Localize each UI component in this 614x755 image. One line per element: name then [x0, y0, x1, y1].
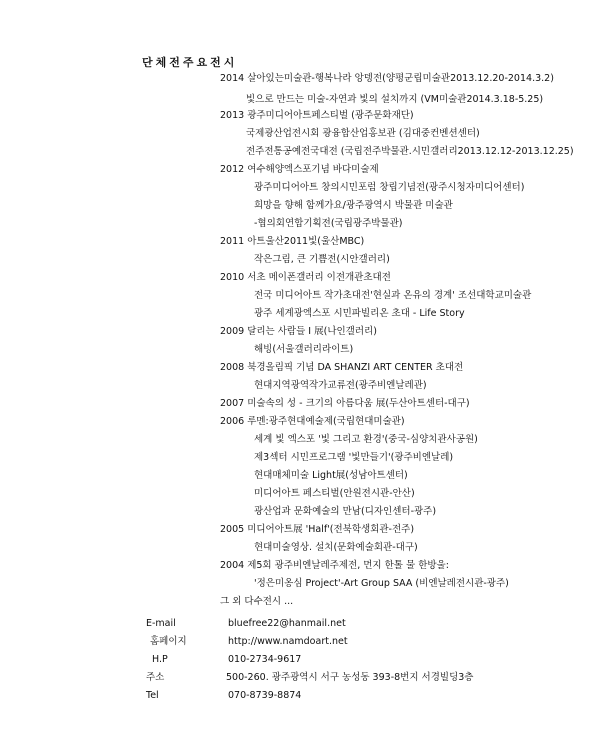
exhibition-entry: 현대미술영상. 설치(문화예술회관-대구) — [254, 542, 418, 553]
tel-value: 070-8739-8874 — [228, 690, 302, 701]
exhibition-entry: 현대지역광역작가교류전(광주비엔날레관) — [254, 380, 427, 391]
homepage-link[interactable]: http://www.namdoart.net — [228, 636, 348, 647]
exhibition-entry: 2014 살아있는미술관-행복나라 앙뎅전(양평군립미술관2013.12.20-2014.3.2) — [220, 73, 554, 84]
exhibition-entry: 현대매체미술 Light展(성남아트센터) — [254, 470, 408, 481]
email-label: E-mail — [146, 618, 176, 629]
exhibition-entry: 전주전통공예전국대전 (국립전주박물관.시민갤러리2013.12.12-2013.12.25) — [246, 146, 574, 157]
exhibition-entry: -협의회연합기획전(국립광주박물관) — [254, 218, 403, 229]
exhibition-entry: 2009 달리는 사람들 I 展(나인갤러리) — [220, 326, 377, 337]
exhibition-entry: 희망을 향해 함께가요/광주광역시 박물관 미술관 — [254, 200, 453, 211]
exhibition-entry: 그 외 다수전시 ... — [220, 596, 294, 607]
homepage-label: 홈페이지 — [150, 636, 187, 647]
exhibition-entry: 2008 북경올림픽 기념 DA SHANZI ART CENTER 초대전 — [220, 362, 464, 373]
exhibition-entry: 광주미디어아트 창의시민포럼 창립기념전(광주시청자미디어센터) — [254, 182, 525, 193]
exhibition-entry: 국제광산업전시회 광융합산업홍보관 (김대중컨벤션센터) — [246, 128, 480, 139]
exhibition-entry: 2012 여수해양엑스포기념 바다미술제 — [220, 164, 379, 175]
tel-label: Tel — [146, 690, 159, 701]
email-link[interactable]: bluefree22@hanmail.net — [228, 618, 346, 629]
exhibition-entry: 미디어아트 페스티벌(안원전시관-안산) — [254, 488, 415, 499]
exhibition-entry: 빛으로 만드는 미술-자연과 빛의 설치까지 (VM미술관2014.3.18-5.25) — [246, 94, 544, 105]
exhibition-entry: 2004 제5회 광주비엔날레주제전, 먼지 한톨 물 한방울: — [220, 560, 449, 571]
exhibition-entry: 2010 서초 메이폰갤러리 이전개관초대전 — [220, 272, 391, 283]
hp-value: 010-2734-9617 — [228, 654, 302, 665]
exhibition-entry: 2011 아트울산2011빛(울산MBC) — [220, 236, 365, 247]
exhibition-entry: 해빙(서울갤러리라이트) — [254, 344, 354, 355]
exhibition-entry: 광주 세계광엑스포 시민파빌리온 초대 - Life Story — [254, 308, 465, 319]
exhibition-entry: 작은그림, 큰 기쁨전(시안갤러리) — [254, 254, 390, 265]
exhibition-entry: 제3섹터 시민프로그램 '빛만들기'(광주비엔날레) — [254, 452, 454, 463]
exhibition-entry: 광산업과 문화예술의 만남(디자인센터-광주) — [254, 506, 437, 517]
exhibition-entry: 2013 광주미디어아트페스티벌 (광주문화재단) — [220, 110, 414, 121]
section-title: 단체전주요전시 — [142, 56, 238, 69]
exhibition-entry: 세계 빛 엑스포 '빛 그리고 환경'(중국-심양치관사공원) — [254, 434, 478, 445]
exhibition-entry: '정은미옹심 Project'-Art Group SAA (비엔날레전시관-광주) — [254, 578, 509, 589]
address-value: 500-260. 광주광역시 서구 농성동 393-8번지 서경빌딩3층 — [226, 672, 474, 683]
exhibition-entry: 2005 미디어아트展 'Half'(전북학생회관-전주) — [220, 524, 415, 535]
address-label: 주소 — [146, 672, 165, 683]
exhibition-entry: 2006 루멘:광주현대예술제(국립현대미술관) — [220, 416, 405, 427]
hp-label: H.P — [152, 654, 168, 665]
exhibition-entry: 2007 미술속의 성 - 크기의 아름다움 展(두산아트센터-대구) — [220, 398, 470, 409]
exhibition-entry: 전국 미디어아트 작가초대전'현실과 온유의 경계' 조선대학교미술관 — [254, 290, 532, 301]
